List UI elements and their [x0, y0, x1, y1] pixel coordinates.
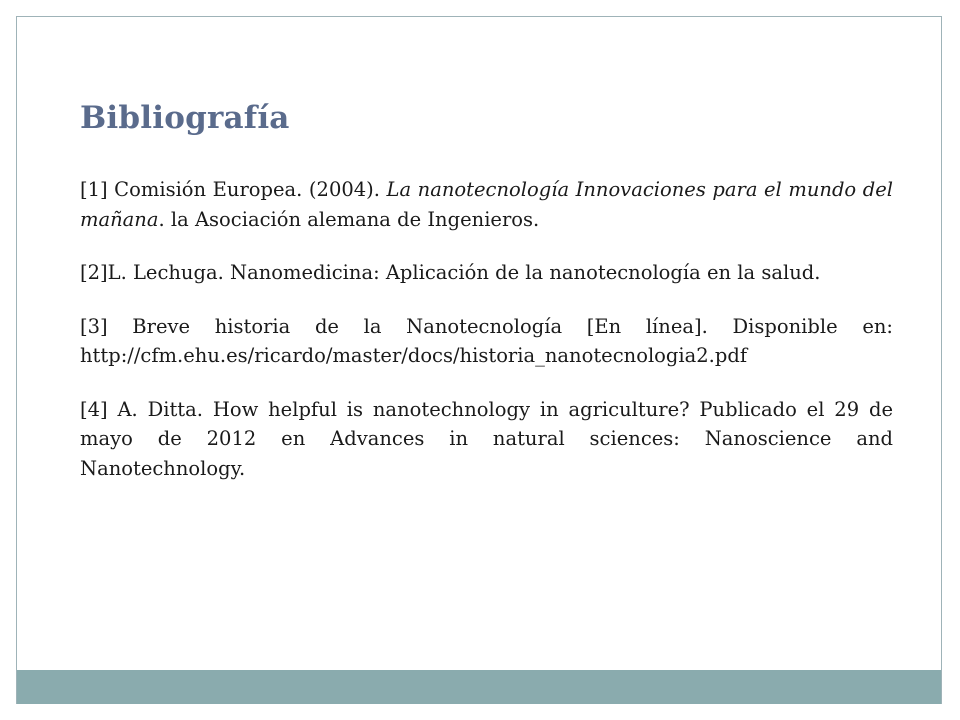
reference-1-prefix: [1] Comisión Europea. (2004). [80, 178, 387, 201]
reference-1-title: La nanotecnología Innovaciones para el mundo del mañana [80, 178, 893, 231]
reference-1-suffix: . la Asociación alemana de Ingenieros. [158, 207, 540, 231]
reference-item-3: [3] Breve historia de la Nanotecnología [En línea]. Disponible en: http://cfm.ehu.es/ricardo/master/docs/historia_nanotecnologia2.pdf [80, 314, 893, 367]
footer-bar [17, 670, 941, 704]
reference-list [80, 175, 893, 483]
reference-item-4: [4] A. Ditta. How helpful is nanotechnology in agriculture? Publicado el 29 de mayo de 2012 en Advances in natural sciences: Nanoscience and Nanotechnology. [80, 397, 893, 480]
slide-title: Bibliografía [80, 100, 290, 136]
reference-item-2: [2]L. Lechuga. Nanomedicina: Aplicación de la nanotecnología en la salud. [80, 261, 821, 284]
reference-item-1 [80, 175, 893, 234]
